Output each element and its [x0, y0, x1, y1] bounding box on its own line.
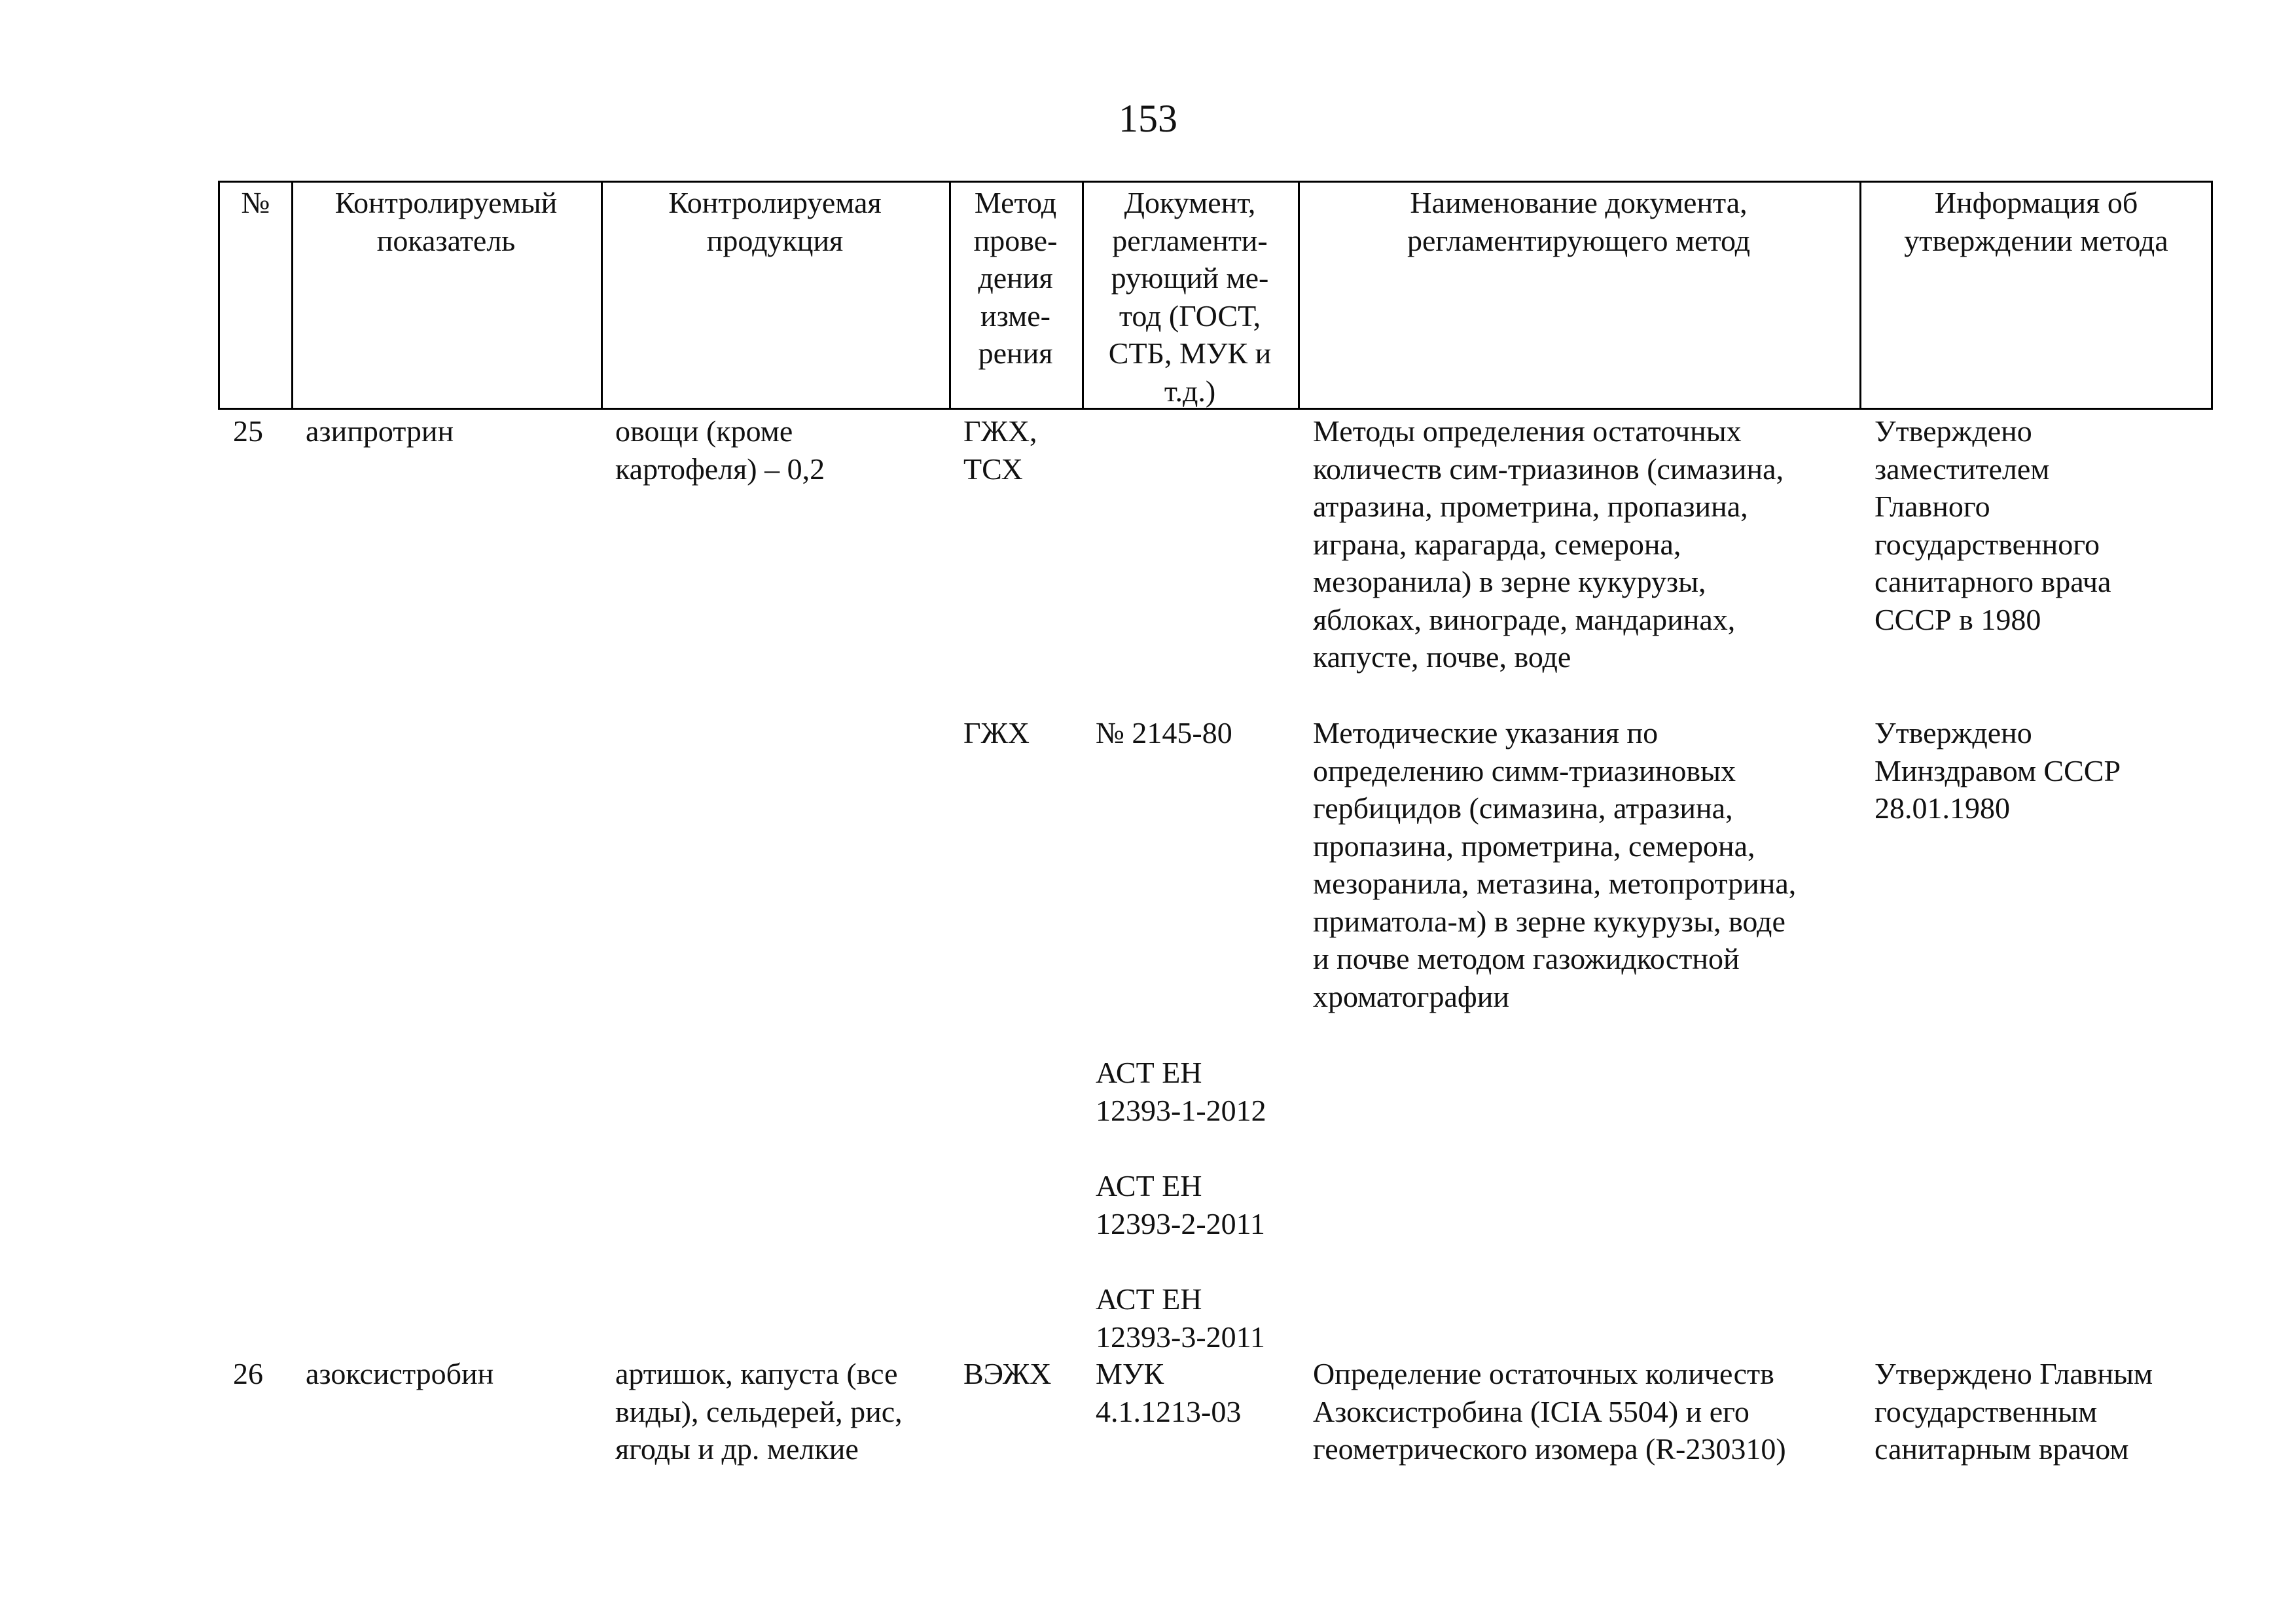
row-25-indicator: азипротрин [306, 414, 454, 448]
row-25-entry-2-method [963, 714, 1030, 752]
text-line: изме- [980, 298, 1050, 333]
text-line: ягоды и др. мелкие [615, 1432, 859, 1466]
text-line: яблоках, винограде, мандаринах, [1313, 602, 1736, 636]
text-line: МУК [1096, 1357, 1164, 1390]
text-line: Метод [974, 186, 1057, 219]
text-line: санитарным врачом [1874, 1432, 2129, 1466]
text-line: утверждении метода [1904, 223, 2168, 257]
text-line: приматола-м) в зерне кукурузы, воде [1313, 904, 1785, 938]
text-line: 12393-2-2011 [1096, 1206, 1265, 1240]
text-line: государственного [1874, 527, 2100, 561]
row-26-approval [1874, 1355, 2153, 1468]
row-25-extra-document-2 [1096, 1167, 1265, 1242]
header-method [949, 183, 1082, 408]
header-approval [1859, 183, 2213, 408]
text-line: капусте, почве, воде [1313, 640, 1571, 674]
text-line: артишок, капуста (все [615, 1357, 898, 1390]
text-line: АСТ ЕН [1096, 1169, 1202, 1202]
row-25-number: 25 [233, 414, 263, 448]
text-line: Документ, [1124, 186, 1256, 219]
text-line: № 2145-80 [1096, 716, 1232, 749]
row-25-extra-document-3 [1096, 1280, 1265, 1356]
page-number: 153 [1119, 97, 1177, 140]
header-product [601, 183, 949, 408]
row-26-product [615, 1355, 903, 1468]
row-25-entry-1-approval [1874, 412, 2111, 638]
text-line: государственным [1874, 1394, 2098, 1428]
text-line: гербицидов (симазина, атразина, [1313, 791, 1733, 825]
text-line: ГЖХ, [963, 414, 1037, 448]
text-line: № [241, 186, 270, 219]
text-line: Утверждено [1874, 716, 2032, 749]
text-line: прове- [973, 223, 1058, 257]
text-line: Определение остаточных количеств [1313, 1357, 1774, 1390]
text-line: Главного [1874, 490, 1990, 523]
text-line: ТСХ [963, 452, 1023, 486]
text-line: хроматографии [1313, 979, 1509, 1013]
text-line: и почве методом газожидкостной [1313, 942, 1740, 975]
text-line: геометрического изомера (R-230310) [1313, 1432, 1786, 1466]
row-25-entry-2-approval [1874, 714, 2121, 827]
text-line: Контролируемый [334, 186, 558, 219]
text-line: заместителем [1874, 452, 2050, 486]
text-line: ГЖХ [963, 716, 1030, 749]
text-line: рения [978, 336, 1053, 370]
text-line: СССР в 1980 [1874, 602, 2041, 636]
row-26-indicator: азоксистробин [306, 1357, 494, 1390]
text-line: овощи (кроме [615, 414, 793, 448]
header-document [1082, 183, 1298, 408]
text-line: рующий ме- [1111, 261, 1269, 295]
row-25-entry-2-document [1096, 714, 1232, 752]
text-line: АСТ ЕН [1096, 1056, 1202, 1089]
text-line: регламентирующего метод [1407, 223, 1751, 257]
row-26-document [1096, 1355, 1241, 1430]
row-26-method [963, 1355, 1051, 1393]
text-line: мезоранила) в зерне кукурузы, [1313, 565, 1706, 598]
text-line: Методы определения остаточных [1313, 414, 1742, 448]
text-line: Контролируемая [668, 186, 882, 219]
text-line: картофеля) – 0,2 [615, 452, 825, 486]
table-header [218, 181, 2213, 410]
text-line: АСТ ЕН [1096, 1282, 1202, 1316]
text-line: мезоранила, метазина, метопротрина, [1313, 867, 1797, 900]
text-line: играна, карагарда, семерона, [1313, 527, 1681, 561]
row-25-product [615, 412, 825, 488]
text-line: Утверждено Главным [1874, 1357, 2153, 1390]
text-line: Методические указания по [1313, 716, 1659, 749]
text-line: дения [978, 261, 1053, 295]
text-line: количеств сим-триазинов (симазина, [1313, 452, 1784, 486]
text-line: Информация об [1934, 186, 2138, 219]
row-25-entry-1-method [963, 412, 1037, 488]
text-line: СТБ, МУК и [1108, 336, 1272, 370]
row-26-number: 26 [233, 1357, 263, 1390]
row-25-entry-1-doc-name [1313, 412, 1784, 676]
text-line: т.д.) [1164, 374, 1216, 408]
text-line: пропазина, прометрина, семерона, [1313, 829, 1755, 863]
text-line: 12393-3-2011 [1096, 1320, 1265, 1354]
row-26-doc-name [1313, 1355, 1786, 1468]
text-line: санитарного врача [1874, 565, 2111, 598]
text-line: Минздравом СССР [1874, 753, 2121, 787]
text-line: 28.01.1980 [1874, 791, 2010, 825]
header-doc-name [1298, 183, 1859, 408]
text-line: атразина, прометрина, пропазина, [1313, 490, 1748, 523]
text-line: виды), сельдерей, рис, [615, 1394, 903, 1428]
row-25-entry-2-doc-name [1313, 714, 1796, 1015]
header-no [220, 183, 291, 408]
text-line: Азоксистробина (ICIA 5504) и его [1313, 1394, 1749, 1428]
text-line: показатель [376, 223, 516, 257]
text-line: 4.1.1213-03 [1096, 1394, 1242, 1428]
text-line: определению симм-триазиновых [1313, 753, 1736, 787]
text-line: ВЭЖХ [963, 1357, 1052, 1390]
text-line: 12393-1-2012 [1096, 1093, 1266, 1127]
row-25-extra-document-1 [1096, 1054, 1266, 1129]
text-line: продукция [706, 223, 844, 257]
text-line: регламенти- [1112, 223, 1268, 257]
text-line: Утверждено [1874, 414, 2032, 448]
header-indicator [291, 183, 601, 408]
text-line: тод (ГОСТ, [1119, 298, 1261, 333]
text-line: Наименование документа, [1410, 186, 1748, 219]
